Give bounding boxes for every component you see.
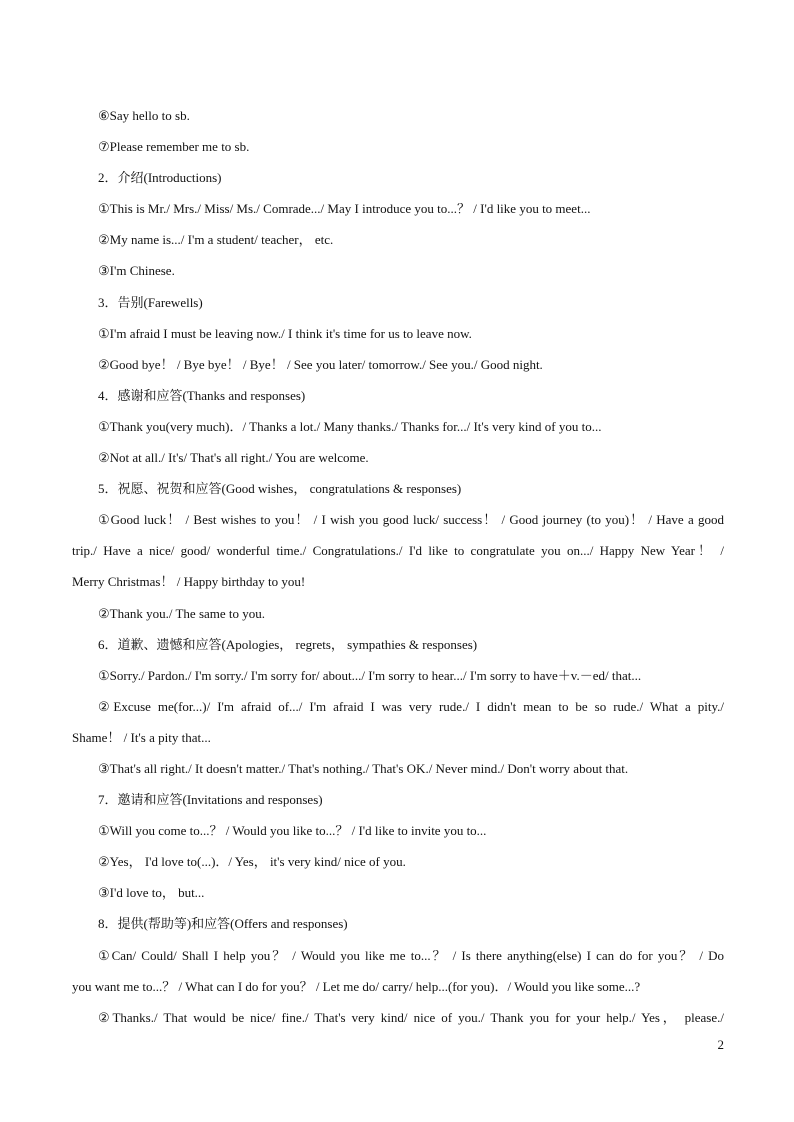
page-number: 2 [717,1037,724,1052]
text-line: ①I'm afraid I must be leaving now./ I think it's time for us to leave now. [98,325,472,341]
section-heading: 8．提供(帮助等)和应答(Offers and responses) [98,916,348,932]
section-heading: 6．道歉、遗憾和应答(Apologies， regrets， sympathies & responses) [98,636,478,652]
text-line: ②Thanks./ That would be nice/ fine./ That's very kind/ nice of you./ Thank you for your help./ Yes， please./ [98,1009,724,1025]
text-line: ③That's all right./ It doesn't matter./ That's nothing./ That's OK./ Never mind./ Don't worry about that. [98,760,629,776]
text-line: Merry Christmas！ / Happy birthday to you! [72,574,306,590]
text-line: Shame！ / It's a pity that... [72,729,211,745]
text-line: trip./ Have a nice/ good/ wonderful time./ Congratulations./ I'd like to congratulate you on.../ Happy New Year！ / [72,543,724,559]
text-line: ③I'd love to， but... [98,885,205,901]
text-line: ②Good bye！ / Bye bye！ / Bye！ / See you later/ tomorrow./ See you./ Good night. [98,356,543,372]
text-line: you want me to...？ / What can I do for you？ / Let me do/ carry/ help...(for you)．/ Would you like some...? [72,978,641,994]
section-heading: 2．介绍(Introductions) [98,170,222,186]
section-heading: 4．感谢和应答(Thanks and responses) [98,387,306,403]
text-line: ③I'm Chinese. [98,263,175,279]
document-body [72,100,724,1033]
text-line: ⑦Please remember me to sb. [98,139,250,155]
text-line: ⑥Say hello to sb. [98,108,190,123]
text-line: ①Sorry./ Pardon./ I'm sorry./ I'm sorry for/ about.../ I'm sorry to hear.../ I'm sorry to have＋v.－ed/ that... [98,667,642,683]
text-line: ①Will you come to...？ / Would you like to...？ / I'd like to invite you to... [98,823,487,839]
text-line: ②Not at all./ It's/ That's all right./ You are welcome. [98,450,369,466]
text-line: ①Thank you(very much)．/ Thanks a lot./ Many thanks./ Thanks for.../ It's very kind of you to... [98,418,602,434]
text-line: ①This is Mr./ Mrs./ Miss/ Ms./ Comrade.../ May I introduce you to...？ / I'd like you to meet... [98,201,591,217]
text-line: ②Excuse me(for...)/ I'm afraid of.../ I'm afraid I was very rude./ I didn't mean to be so rude./ What a pity./ [98,698,724,714]
section-heading: 7．邀请和应答(Invitations and responses) [98,792,323,808]
text-line: ②Yes， I'd love to(...)．/ Yes， it's very kind/ nice of you. [98,854,406,870]
text-line: ②Thank you./ The same to you. [98,605,266,621]
text-line: ①Can/ Could/ Shall I help you？ / Would you like me to...？ / Is there anything(else) I can do for you？ / Do [98,947,724,963]
section-heading: 5．祝愿、祝贺和应答(Good wishes， congratulations & responses) [98,481,462,497]
section-heading: 3．告别(Farewells) [98,294,203,310]
text-line: ②My name is.../ I'm a student/ teacher， etc. [98,232,334,248]
text-line: ①Good luck！ / Best wishes to you！ / I wish you good luck/ success！ / Good journey (to you)！ / Have a good [98,512,724,528]
